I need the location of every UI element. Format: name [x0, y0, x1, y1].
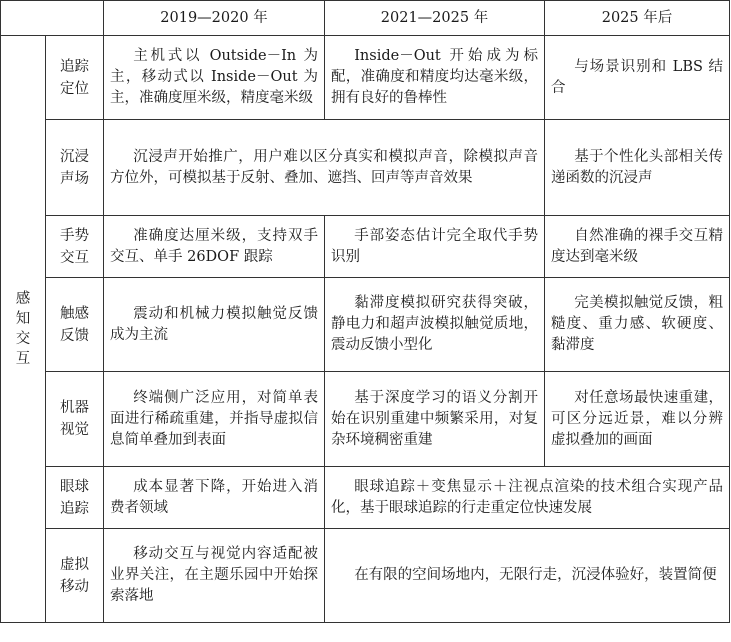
- row-label: 虚拟移动: [60, 556, 89, 595]
- row-label: 眼球追踪: [60, 478, 89, 517]
- cell-2021-2025: Inside－Out 开始成为标配，准确度和精度均达毫米级，拥有良好的鲁棒性: [325, 36, 545, 120]
- cell-after-2025: 对任意场最快速重建，可区分远近景，难以分辨虚拟叠加的画面: [545, 372, 730, 467]
- row-label: 手势交互: [60, 227, 89, 266]
- cell-2021-after-merged: 在有限的空间场地内，无限行走，沉浸体验好，装置简便: [325, 529, 730, 623]
- cell-after-2025: 完美模拟触觉反馈，粗糙度、重力感、软硬度、黏滞度: [545, 278, 730, 372]
- header-2021-2025: 2021—2025 年: [325, 1, 545, 36]
- category-cell: [1, 36, 46, 623]
- row-label-cell: [46, 278, 104, 372]
- table-row: [1, 120, 730, 216]
- row-label: 沉浸声场: [60, 148, 89, 187]
- table-row: [1, 278, 730, 372]
- cell-2021-2025: 手部姿态估计完全取代手势识别: [325, 216, 545, 278]
- row-label-cell: [46, 372, 104, 467]
- row-label: 机器视觉: [60, 400, 89, 438]
- row-label: 追踪定位: [60, 58, 89, 97]
- row-label-cell: [46, 120, 104, 216]
- cell-2019-2020: 准确度达厘米级，支持双手交互、单手 26DOF 跟踪: [104, 216, 325, 278]
- row-label-cell: [46, 467, 104, 529]
- cell-2021-after-merged: 眼球追踪＋变焦显示＋注视点渲染的技术组合实现产品化，基于眼球追踪的行走重定位快速发展: [325, 467, 730, 529]
- row-label: 触感反馈: [60, 305, 89, 344]
- cell-2021-2025: 黏滞度模拟研究获得突破，静电力和超声波模拟触觉质地，震动反馈小型化: [325, 278, 545, 372]
- cell-2019-2020: 终端侧广泛应用，对简单表面进行稀疏重建，并指导虚拟信息简单叠加到表面: [104, 372, 325, 467]
- cell-2019-2020: 成本显著下降，开始进入消费者领域: [104, 467, 325, 529]
- cell-2019-2020: 震动和机械力模拟触觉反馈成为主流: [104, 278, 325, 372]
- header-2019-2020: 2019—2020 年: [104, 1, 325, 36]
- row-label-cell: [46, 36, 104, 120]
- table-row: [1, 216, 730, 278]
- table-row: [1, 529, 730, 623]
- table-row: [1, 36, 730, 120]
- table-row: [1, 372, 730, 467]
- cell-2019-2020: 移动交互与视觉内容适配被业界关注，在主题乐园中开始探索落地: [104, 529, 325, 623]
- cell-after-2025: 与场景识别和 LBS 结合: [545, 36, 730, 120]
- cell-2019-2025-merged: 沉浸声开始推广，用户难以区分真实和模拟声音，除模拟声音方位外，可模拟基于反射、叠加、遮挡、回声等声音效果: [104, 120, 545, 216]
- cell-after-2025: 基于个性化头部相关传递函数的沉浸声: [545, 120, 730, 216]
- row-label-cell: [46, 529, 104, 623]
- cell-after-2025: 自然准确的裸手交互精度达到毫米级: [545, 216, 730, 278]
- cell-2019-2020: 主机式以 Outside－In 为主，移动式以 Inside－Out 为主，准确度厘米级，精度毫米级: [104, 36, 325, 120]
- cell-2021-2025: 基于深度学习的语义分割开始在识别重建中频繁采用，对复杂环境稠密重建: [325, 372, 545, 467]
- row-label-cell: [46, 216, 104, 278]
- category-label: 感知交互: [15, 290, 31, 367]
- header-after-2025: 2025 年后: [545, 1, 730, 36]
- table-row: [1, 467, 730, 529]
- header-row: [1, 1, 730, 36]
- header-blank: [1, 1, 104, 36]
